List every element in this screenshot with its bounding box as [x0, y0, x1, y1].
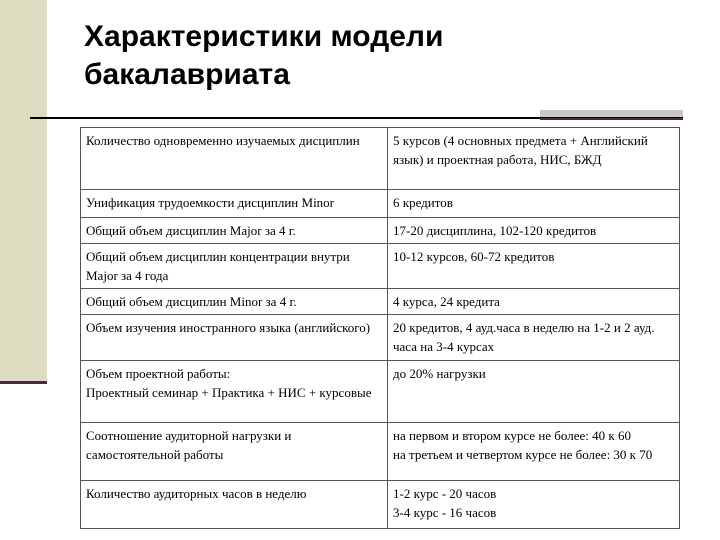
row-label: Унификация трудоемкости дисциплин Minor	[81, 190, 388, 218]
slide-title: Характеристики модели бакалавриата	[84, 20, 444, 91]
row-label: Объем изучения иностранного языка (английского)	[81, 315, 388, 361]
row-label: Количество аудиторных часов в неделю	[81, 481, 388, 529]
row-value: 5 курсов (4 основных предмета + Английский язык) и проектная работа, НИС, БЖД	[388, 128, 680, 190]
table-row	[81, 218, 680, 244]
row-value: 1-2 курс - 20 часов 3-4 курс - 16 часов	[388, 481, 680, 529]
row-value: 10-12 курсов, 60-72 кредитов	[388, 244, 680, 289]
table-row	[81, 244, 680, 289]
table-row	[81, 423, 680, 481]
decorative-accent-underline	[540, 118, 683, 120]
row-value: 4 курса, 24 кредита	[388, 289, 680, 315]
table-row	[81, 190, 680, 218]
table-row	[81, 289, 680, 315]
row-label: Объем проектной работы: Проектный семинар + Практика + НИС + курсовые	[81, 361, 388, 423]
decorative-side-bar-underline	[0, 381, 47, 384]
table-row	[81, 481, 680, 529]
row-label: Соотношение аудиторной нагрузки и самостоятельной работы	[81, 423, 388, 481]
model-characteristics-table	[80, 127, 680, 529]
row-value: 20 кредитов, 4 ауд.часа в неделю на 1-2 и 2 ауд. часа на 3-4 курсах	[388, 315, 680, 361]
row-value: 6 кредитов	[388, 190, 680, 218]
row-label: Общий объем дисциплин концентрации внутри Major за 4 года	[81, 244, 388, 289]
row-value: 17-20 дисциплина, 102-120 кредитов	[388, 218, 680, 244]
decorative-side-bar	[0, 0, 47, 383]
table-row	[81, 315, 680, 361]
table-row	[81, 128, 680, 190]
row-label: Общий объем дисциплин Minor за 4 г.	[81, 289, 388, 315]
row-label: Количество одновременно изучаемых дисциплин	[81, 128, 388, 190]
row-value: до 20% нагрузки	[388, 361, 680, 423]
table-row	[81, 361, 680, 423]
row-label: Общий объем дисциплин Major за 4 г.	[81, 218, 388, 244]
row-value: на первом и втором курсе не более: 40 к 60 на третьем и четвертом курсе не более: 30 к 70	[388, 423, 680, 481]
